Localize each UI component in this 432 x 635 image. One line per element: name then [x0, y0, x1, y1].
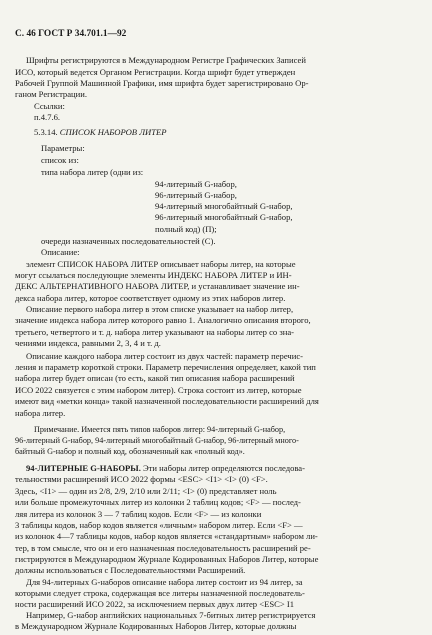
g94-line: Здесь, <I1> — один из 2/8, 2/9, 2/10 или 2/11; <I> (0) представляет ноль — [15, 486, 277, 496]
desc3-line: имеют вид «метки конца» такой назначенной последовательности расширений для — [15, 396, 319, 406]
g94-text: Эти наборы литер определяются последова- — [140, 463, 305, 473]
desc3-line: ления и параметр короткой строки. Параметр перечисления определяет, какой тип — [15, 362, 316, 372]
params-label: Параметры: — [41, 143, 85, 153]
g94-line: 3 таблицы кодов, набор кодов является «личным» набором литер. Если <F> — — [15, 520, 303, 530]
type-item: 96-литерный G-набор, — [155, 190, 237, 200]
sequence-line: очереди назначенных последовательностей (С). — [41, 236, 216, 246]
g94-line: должны использоваться с Последовательностями Расширений. — [15, 565, 246, 575]
type-label: типа набора литер (одни из: — [41, 167, 144, 177]
g94-para3-line: Например, G-набор английских национальных 7-битных литер регистрируется — [26, 610, 316, 620]
g94-para2-line: Для 94-литерных G-наборов описание набора литер состоит из 94 литер, за — [26, 577, 303, 587]
desc1-line: декса набора литер, которое соответствует одному из этих наборов литер. — [15, 293, 286, 303]
desc2-line: значение индекса набора литер которого равно 1. Аналогично описания второго, — [15, 315, 311, 325]
desc1-line: ДЕКС АЛЬТЕРНАТИВНОГО НАБОРА ЛИТЕР, и устанавливает значение ин- — [15, 281, 300, 291]
intro-line: Рабочей Группой Машинной Графики, имя шрифта будет зарегистрировано Ор- — [15, 78, 309, 88]
desc3-line: ИСО 2022 связуется с этим набором литер). Строка состоит из литер, которые — [15, 385, 302, 395]
type-item: 96-литерный многобайтный G-набор, — [155, 212, 293, 222]
section-number: 5.3.14. — [34, 127, 58, 137]
description-label: Описание: — [41, 247, 80, 257]
g94-heading: 94-ЛИТЕРНЫЕ G-НАБОРЫ. — [26, 463, 141, 473]
desc1-line: элемент СПИСОК НАБОРА ЛИТЕР описывает наборы литер, на которые — [26, 259, 296, 269]
g94-line: тельностями расширений ИСО 2022 формы <ESC> <I1> <I> (0) <F>. — [15, 474, 268, 484]
g94-first-line — [26, 463, 305, 473]
list-of-label: список из: — [41, 155, 79, 165]
section-heading — [34, 127, 167, 137]
desc2-line: третьего, четвертого и т. д. набора литер указывают на наборы литер со зна- — [15, 327, 295, 337]
g94-para2-line: которыми следует строка, содержащая все литеры назначенной последователь- — [15, 588, 305, 598]
note-line: 96-литерный G-набор, 94-литерный многобайтный G-набор, 96-литерный много- — [15, 436, 299, 445]
g94-line: тер, в том смысле, что он и его назначенная последовательность расширений ре- — [15, 543, 311, 553]
intro-line: Шрифты регистрируются в Международном Регистре Графических Записей — [26, 55, 306, 65]
refs-label: Ссылки: — [34, 101, 65, 111]
note-line: байтный G-набор и полный код, обозначенный как «полный код». — [15, 447, 245, 456]
type-item: 94-литерный многобайтный G-набор, — [155, 201, 293, 211]
intro-line: ганом Регистрации. — [15, 89, 87, 99]
intro-line: ИСО, который ведется Органом Регистрации. Когда шрифт будет утвержден — [15, 67, 296, 77]
desc3-line: набора литер. — [15, 408, 66, 418]
page-header: С. 46 ГОСТ Р 34.701.1—92 — [15, 29, 127, 39]
desc3-line: Описание каждого набора литер состоит из двух частей: параметр перечис- — [26, 351, 304, 361]
type-item: полный код) (П); — [155, 224, 217, 234]
g94-line: гистрируются в Международном Журнале Кодированных Наборов Литер, которые — [15, 554, 319, 564]
note-text: Имеется пять типов наборов литер: 94-литерный G-набор, — [79, 425, 286, 434]
desc2-line: Описание первого набора литер в этом списке указывает на набор литер, — [26, 304, 294, 314]
type-item: 94-литерный G-набор, — [155, 179, 237, 189]
note-label: Примечание. — [34, 425, 80, 434]
desc3-line: набора литер будет описан (то есть, какой тип описания набора расширений — [15, 373, 295, 383]
g94-line: из колонок 4—7 таблицы кодов, набор кодов является «стандартным» набором ли- — [15, 531, 318, 541]
desc1-line: могут ссылаться последующие элементы ИНДЕКС НАБОРА ЛИТЕР и ИН- — [15, 270, 292, 280]
g94-para3-line: в Международном Журнале Кодированных Наборов Литер, которые должны — [15, 621, 297, 631]
g94-para2-line: ности расширений ИСО 2022, за исключением первых двух литер <ESC> I1 — [15, 599, 294, 609]
desc2-line: чениями индекса, равными 2, 3, 4 и т. д. — [15, 338, 161, 348]
refs-value: п.4.7.6. — [34, 112, 61, 122]
g94-line: ляя литера из колонок 3 — 7 таблиц кодов. Если <F> — из колонки — [15, 509, 262, 519]
note-first-line — [34, 425, 285, 435]
g94-line: или больше промежуточных литер из колонки 2 таблиц кодов; <F> — послед- — [15, 497, 301, 507]
section-title: СПИСОК НАБОРОВ ЛИТЕР — [59, 127, 167, 137]
